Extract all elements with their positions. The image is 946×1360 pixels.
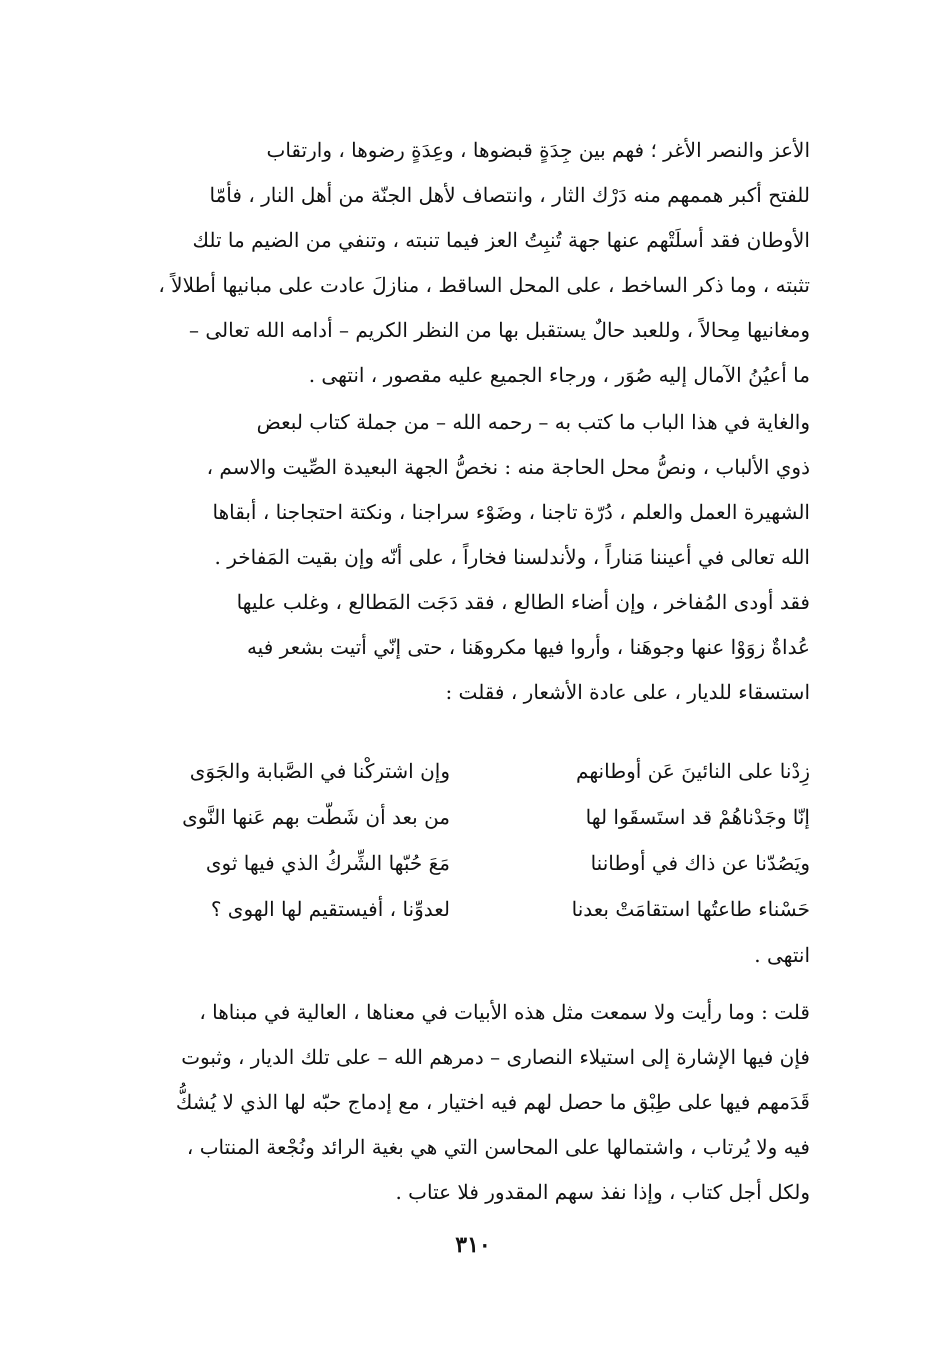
poem-first-hemistich: حَسْناء طاعتُها استقامَتْ بعدنا xyxy=(571,897,810,921)
text-line: فيه ولا يُرتاب ، واشتمالها على المحاسن التي هي بغية الرائد ونُجْعة المنتاب ، xyxy=(186,1135,810,1159)
text-line: ما أعيُنُ الآمال إليه صُوَر ، ورجاء الجميع عليه مقصور ، انتهى . xyxy=(308,363,810,387)
poem-verse xyxy=(130,886,810,932)
text-line: الله تعالى في أعيننا مَناراً ، ولأندلسنا فخاراً ، على أنّه وإن بقيت المَفاخر . xyxy=(214,545,810,569)
poem-verse xyxy=(130,794,810,840)
poem-second-hemistich: مَعَ حُبّها الشِّركُ الذي فيها ثوى xyxy=(205,851,450,875)
poem-verse xyxy=(130,840,810,886)
text-line: فقد أودى المُفاخر ، وإن أضاء الطالع ، فقد دَجَت المَطالع ، وغلب عليها xyxy=(236,590,810,614)
paragraph-2 xyxy=(120,400,810,715)
paragraph-3 xyxy=(120,990,810,1215)
text-line: قَدَمهم فيها على طِبْق ما حصل لهم فيه اختيار ، مع إدماج حبّه لها الذي لا يُشكُّ xyxy=(175,1090,810,1114)
text-line: استسقاء للديار ، على عادة الأشعار ، فقلت : xyxy=(445,680,810,704)
text-line: الأعز والنصر الأغر ؛ فهم بين جِدَةٍ قبضوها ، وعِدَةٍ رضوها ، وارتقاب xyxy=(266,138,810,162)
poem-second-hemistich: لعدوِّنا ، أفيستقيم لها الهوى ؟ xyxy=(210,897,450,921)
text-line: ولكل أجل كتاب ، وإذا نفذ سهم المقدور فلا عتاب . xyxy=(395,1180,810,1204)
poem-first-hemistich: إنّا وجَدْناهُمْ قد استَسقَوا لها xyxy=(585,805,810,829)
paragraph-1 xyxy=(120,128,810,398)
page-number: ٣١٠ xyxy=(455,1232,491,1258)
text-line: والغاية في هذا الباب ما كتب به – رحمه الله – من جملة كتاب لبعض xyxy=(256,410,810,434)
poem xyxy=(130,748,810,932)
poem-first-hemistich: زِدْنا على النائينَ عَن أوطانهم xyxy=(576,759,810,783)
poem-verse xyxy=(130,748,810,794)
poem-second-hemistich: وإن اشتركْنا في الصَّبابة والجَوَى xyxy=(189,759,450,783)
text-line: الشهيرة العمل والعلم ، دُرّة تاجنا ، وضَوْء سراجنا ، ونكتة احتجاجنا ، أبقاها xyxy=(212,500,810,524)
poem-first-hemistich: ويَصُدّنا عن ذاك في أوطاننا xyxy=(590,851,810,875)
text-line: تثبته ، وما ذكر الساخط ، على المحل الساقط ، منازلَ عادت على مبانيها أطلالاً ، xyxy=(158,273,810,297)
text-line: ذوي الألباب ، ونصُّ محل الحاجة منه : نخصُّ الجهة البعيدة الصِّيت والاسم ، xyxy=(206,455,810,479)
text-line: عُداةٌ زوَوْا عنها وجوهَنا ، وأروا فيها مكروهَنا ، حتى إنّي أتيت بشعر فيه xyxy=(246,635,810,659)
poem-end-note: انتهى . xyxy=(754,943,810,967)
text-line: فإن فيها الإشارة إلى استيلاء النصارى – دمرهم الله – على تلك الديار ، وثبوت xyxy=(181,1045,810,1069)
poem-second-hemistich: من بعد أن شَطّت بهم عَنها النَّوى xyxy=(182,805,450,829)
text-line: قلت : وما رأيت ولا سمعت مثل هذه الأبيات في معناها ، العالية في مبناها ، xyxy=(199,1000,810,1024)
text-line: الأوطان فقد أسلَتْهم عنها جهة تُنبِتُ العز فيما تنبته ، وتنفي من الضيم ما تلك xyxy=(192,228,810,252)
text-line: للفتح أكبر هممهم منه دَرْك الثار ، وانتصاف لأهل الجنّة من أهل النار ، فأمّا xyxy=(209,183,810,207)
text-line: ومغانيها مِحالاً ، وللعبد حالٌ يستقبل بها من النظر الكريم – أدامه الله تعالى – xyxy=(189,318,810,342)
